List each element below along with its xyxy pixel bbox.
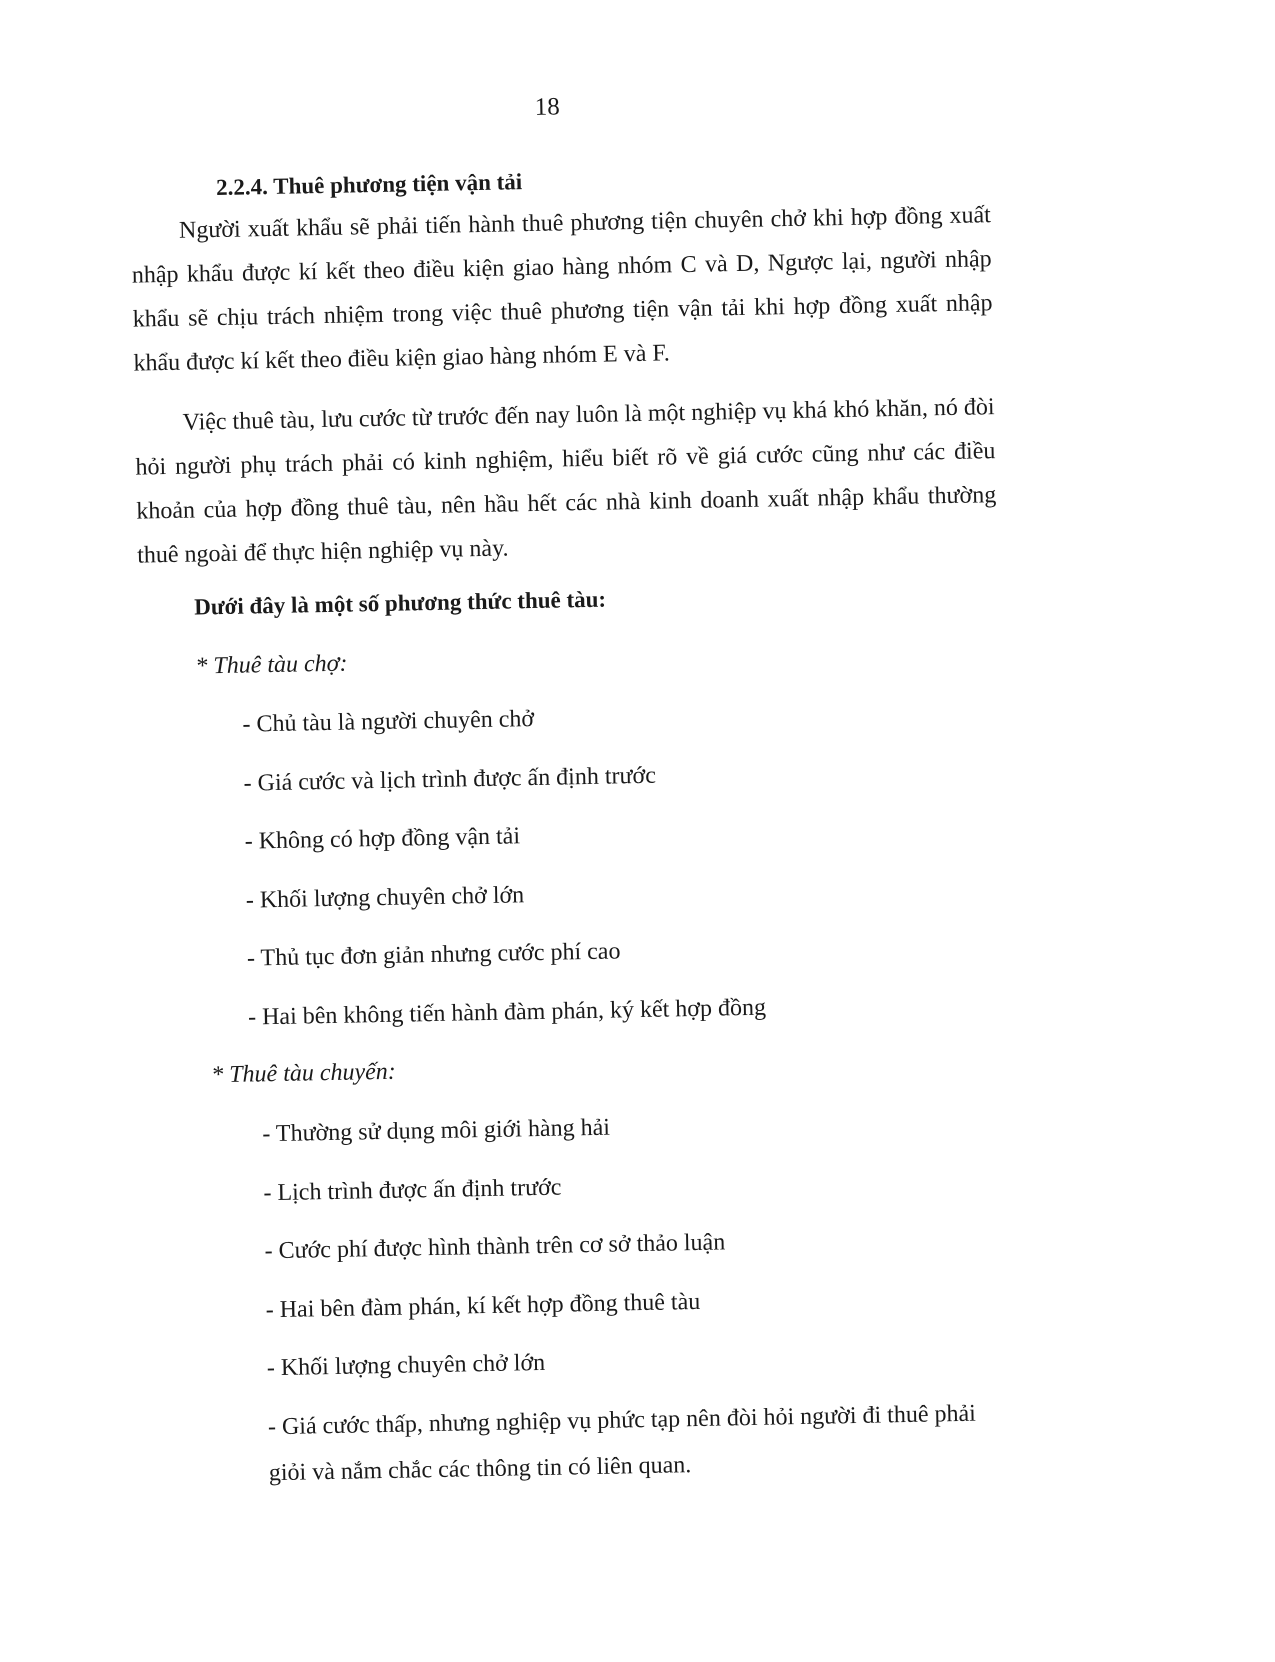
list-thue-tau-cho bbox=[242, 686, 767, 1047]
list-thue-tau-chuyen bbox=[262, 1091, 1009, 1496]
list-item: - Thủ tục đơn giản nhưng cước phí cao bbox=[246, 938, 621, 972]
list-item: - Thường sử dụng môi giới hàng hải bbox=[262, 1114, 611, 1148]
list-item: - Không có hợp đồng vận tải bbox=[244, 823, 521, 855]
list-item: - Giá cước và lịch trình được ấn định trước bbox=[243, 762, 657, 797]
page-number: 18 bbox=[534, 93, 560, 121]
paragraph: Người xuất khẩu sẽ phải tiến hành thuê phương tiện chuyên chở khi hợp đồng xuất nhập khẩu được kí kết theo điều kiện giao hàng nhóm C và D, Ngược lại, người nhập khẩu sẽ chịu trách nhiệm trong việc thuê phương tiện vận tải khi hợp đồng xuất nhập khẩu được kí kết theo điều kiện giao hàng nhóm E và F. bbox=[131, 202, 993, 377]
list-item: - Chủ tàu là người chuyên chở bbox=[242, 706, 535, 738]
paragraph: Việc thuê tàu, lưu cước từ trước đến nay luôn là một nghiệp vụ khá khó khăn, nó đòi hỏi người phụ trách phải có kinh nghiệm, hiểu biết rõ về giá cước cũng như các điều khoản của hợp đồng thuê tàu, nên hầu hết các nhà kinh doanh xuất nhập khẩu thường thuê ngoài để thực hiện nghiệp vụ này. bbox=[135, 394, 997, 569]
list-item: - Hai bên đàm phán, kí kết hợp đồng thuê tàu bbox=[265, 1288, 701, 1323]
list-item: - Giá cước thấp, nhưng nghiệp vụ phức tạp nên đòi hỏi người đi thuê phải giỏi và nắm chắc các thông tin có liên quan. bbox=[267, 1400, 977, 1486]
list-item: - Hai bên không tiến hành đàm phán, ký kết hợp đồng bbox=[247, 994, 767, 1031]
list-item: - Khối lượng chuyên chở lớn bbox=[245, 881, 525, 914]
subheading: Dưới đây là một số phương thức thuê tàu: bbox=[193, 586, 607, 620]
section-heading: 2.2.4. Thuê phương tiện vận tải bbox=[215, 169, 523, 201]
group-title-thue-tau-chuyen: * Thuê tàu chuyến: bbox=[210, 1058, 397, 1089]
list-item: - Khối lượng chuyên chở lớn bbox=[266, 1349, 546, 1382]
list-item: - Cước phí được hình thành trên cơ sở thảo luận bbox=[264, 1229, 726, 1265]
group-title-thue-tau-cho: * Thuê tàu chợ: bbox=[195, 650, 348, 680]
list-item: - Lịch trình được ấn định trước bbox=[263, 1174, 562, 1206]
